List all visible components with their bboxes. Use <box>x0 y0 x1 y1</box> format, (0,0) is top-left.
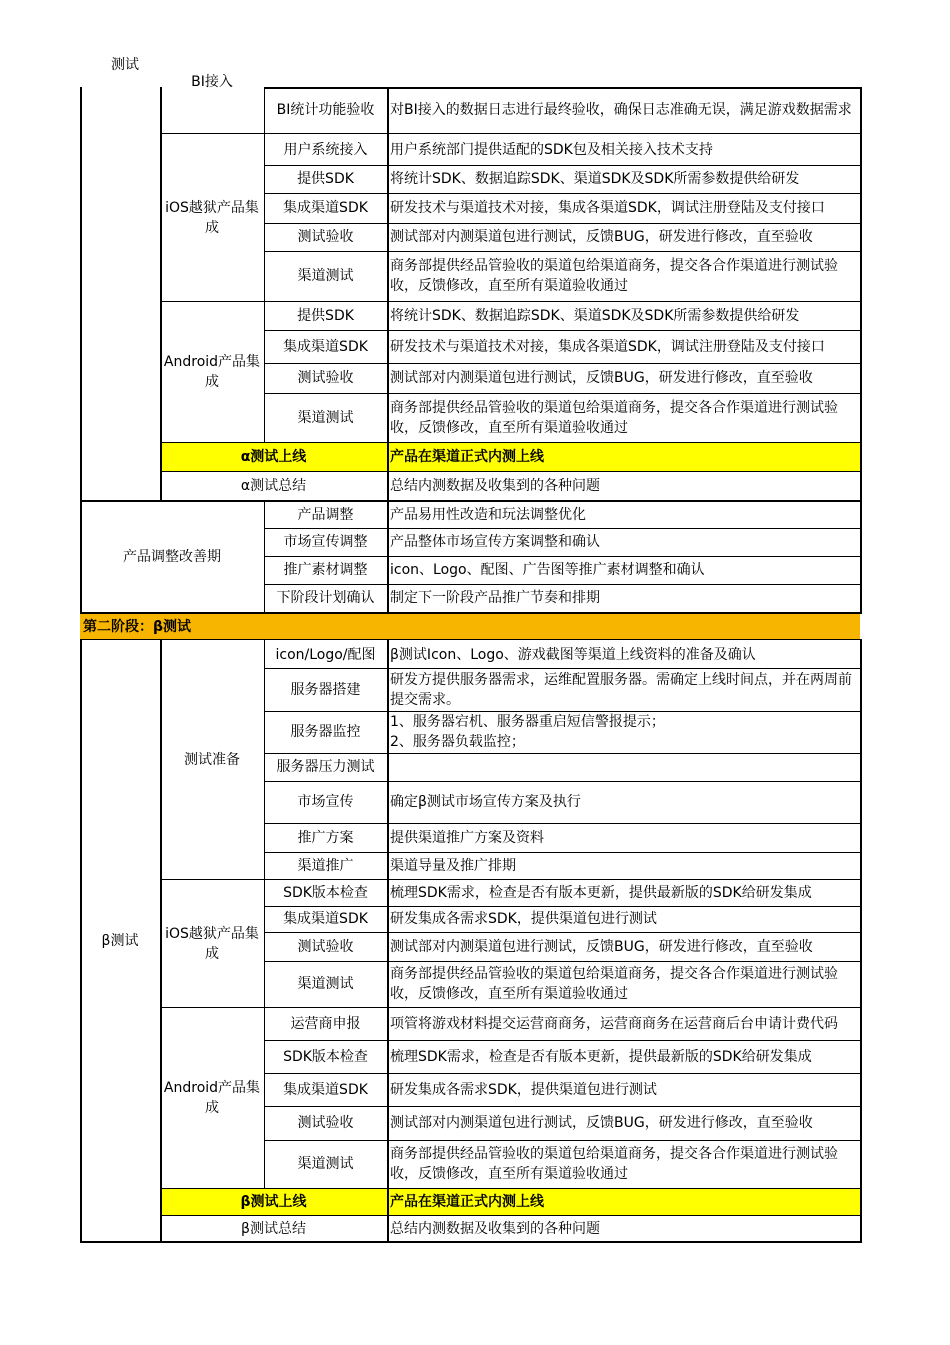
grid-line <box>160 471 860 472</box>
grid-line <box>860 87 862 501</box>
task-label: SDK版本检查 <box>283 1048 368 1065</box>
task-label: 服务器压力测试 <box>276 759 375 775</box>
grid-line <box>264 87 265 443</box>
task-desc: 研发技术与渠道技术对接，集成各渠道SDK，调试注册登陆及支付接口 <box>390 200 825 216</box>
task-label: 集成渠道SDK <box>283 911 368 927</box>
task-desc: 测试部对内测渠道包进行测试，反馈BUG，研发进行修改，直至验收 <box>390 938 813 955</box>
task-label: 提供SDK <box>297 308 354 324</box>
task-desc: 商务部提供经品管验收的渠道包给渠道商务，提交各合作渠道进行测试验收，反馈修改，直至所有渠道验收通过 <box>390 258 838 294</box>
task-label: 测试验收 <box>297 1115 354 1131</box>
grid-line <box>264 1140 860 1141</box>
task-desc: 测试部对内测渠道包进行测试，反馈BUG，研发进行修改，直至验收 <box>390 229 813 245</box>
grid-line <box>264 823 860 824</box>
grid-line <box>80 500 862 502</box>
task-desc: 商务部提供经品管验收的渠道包给渠道商务，提交各合作渠道进行测试验收，反馈修改，直至所有渠道验收通过 <box>390 1146 838 1182</box>
group-label-beta: β测试 <box>101 933 139 949</box>
task-label: 市场宣传 <box>297 794 354 810</box>
task-desc: 1、服务器宕机、服务器重启短信警报提示； 2、服务器负载监控； <box>390 714 665 750</box>
grid-line <box>264 1106 860 1107</box>
task-desc: 确定β测试市场宣传方案及执行 <box>390 794 581 810</box>
group-label-ios: iOS越狱产品集成 <box>165 925 259 962</box>
group-label-bi: BI接入 <box>191 74 233 90</box>
grid-line <box>264 584 860 585</box>
task-label: 下阶段计划确认 <box>276 590 375 606</box>
task-desc: 梳理SDK需求，检查是否有版本更新，提供最新版的SDK给研发集成 <box>390 885 812 901</box>
group-label-ios: iOS越狱产品集成 <box>165 199 259 236</box>
grid-line <box>80 1241 862 1243</box>
task-desc: 测试部对内测渠道包进行测试，反馈BUG，研发进行修改，直至验收 <box>390 1115 813 1131</box>
task-desc: 将统计SDK、数据追踪SDK、渠道SDK及SDK所需参数提供给研发 <box>390 308 800 324</box>
grid-line <box>160 1215 860 1216</box>
grid-line <box>860 640 862 1242</box>
task-label: 市场宣传调整 <box>283 534 368 550</box>
task-desc: 对BI接入的数据日志进行最终验收，确保日志准确无误，满足游戏数据需求 <box>390 102 852 118</box>
grid-line <box>264 87 860 89</box>
grid-line <box>80 87 82 501</box>
grid-line <box>80 640 82 1242</box>
grid-line <box>264 1073 860 1074</box>
grid-line <box>264 906 860 907</box>
grid-line <box>80 639 862 640</box>
task-desc: 项管将游戏材料提交运营商商务，运营商商务在运营商后台申请计费代码 <box>390 1016 838 1032</box>
grid-line <box>160 442 860 443</box>
task-label: 用户系统接入 <box>283 141 368 158</box>
grid-line <box>80 500 82 613</box>
task-desc: 研发集成各需求SDK，提供渠道包进行测试 <box>390 1081 657 1098</box>
task-label: 渠道推广 <box>297 857 354 874</box>
grid-line <box>264 711 860 712</box>
task-desc <box>387 753 860 781</box>
grid-line <box>387 640 389 1242</box>
task-label: 服务器搭建 <box>290 681 361 698</box>
task-label: 集成渠道SDK <box>283 200 368 216</box>
summary-desc: 总结内测数据及收集到的各种问题 <box>390 478 600 494</box>
task-label: 服务器监控 <box>290 724 361 740</box>
launch-label: β测试上线 <box>160 1189 387 1215</box>
grid-line <box>160 640 162 1242</box>
task-label: 测试验收 <box>297 938 354 955</box>
group-label-test: 测试 <box>111 57 139 73</box>
grid-line <box>264 852 860 853</box>
task-label: 提供SDK <box>297 171 354 187</box>
task-desc: 研发方提供服务器需求，运维配置服务器。需确定上线时间点，并在两周前提交需求。 <box>390 671 852 708</box>
grid-line <box>264 363 860 364</box>
task-desc: 商务部提供经品管验收的渠道包给渠道商务，提交各合作渠道进行测试验收，反馈修改，直至所有渠道验收通过 <box>390 399 838 436</box>
task-desc: icon、Logo、配图、广告图等推广素材调整和确认 <box>390 562 705 578</box>
grid-line <box>860 500 862 613</box>
summary-label: α测试总结 <box>240 478 307 494</box>
grid-line <box>160 301 860 302</box>
grid-line <box>264 528 860 529</box>
summary-label: β测试总结 <box>241 1220 306 1237</box>
grid-line <box>160 87 162 501</box>
summary-desc: 总结内测数据及收集到的各种问题 <box>390 1220 600 1237</box>
task-label: 测试验收 <box>297 370 354 386</box>
task-desc: 制定下一阶段产品推广节奏和排期 <box>390 590 600 606</box>
launch-desc: 产品在渠道正式内测上线 <box>387 1189 860 1215</box>
task-desc: 测试部对内测渠道包进行测试，反馈BUG，研发进行修改，直至验收 <box>390 370 813 386</box>
task-desc: 商务部提供经品管验收的渠道包给渠道商务，提交各合作渠道进行测试验收，反馈修改，直至所有渠道验收通过 <box>390 966 838 1002</box>
task-label: 渠道测试 <box>297 1156 354 1172</box>
grid-line <box>387 87 389 501</box>
task-desc: 研发集成各需求SDK，提供渠道包进行测试 <box>390 911 657 927</box>
task-label: SDK版本检查 <box>283 885 368 901</box>
task-label: 推广方案 <box>297 829 354 846</box>
grid-line <box>264 393 860 394</box>
task-label: 集成渠道SDK <box>283 338 368 355</box>
task-label: 渠道测试 <box>297 976 354 992</box>
task-label: 产品调整 <box>297 506 354 523</box>
task-desc: β测试Icon、Logo、游戏截图等渠道上线资料的准备及确认 <box>390 646 756 663</box>
grid-line <box>264 251 860 252</box>
task-label: BI统计功能验收 <box>276 102 375 118</box>
grid-line <box>264 932 860 933</box>
grid-line <box>264 668 860 669</box>
grid-line <box>264 193 860 194</box>
task-desc: 提供渠道推广方案及资料 <box>390 829 544 846</box>
task-desc: 用户系统部门提供适配的SDK包及相关接入技术支持 <box>390 141 713 158</box>
task-desc: 渠道导量及推广排期 <box>390 857 516 874</box>
task-desc: 将统计SDK、数据追踪SDK、渠道SDK及SDK所需参数提供给研发 <box>390 171 800 187</box>
task-desc: 产品易用性改造和玩法调整优化 <box>390 506 586 523</box>
group-label-prep: 测试准备 <box>184 752 240 768</box>
task-label: 推广素材调整 <box>283 562 368 578</box>
grid-line <box>264 961 860 962</box>
grid-line <box>264 556 860 557</box>
task-desc: 产品整体市场宣传方案调整和确认 <box>390 534 600 550</box>
grid-line <box>264 165 860 166</box>
grid-line <box>264 1040 860 1041</box>
group-label-adjust: 产品调整改善期 <box>123 548 221 565</box>
grid-line <box>160 1188 860 1189</box>
task-desc: 梳理SDK需求，检查是否有版本更新，提供最新版的SDK给研发集成 <box>390 1048 812 1065</box>
task-label: 渠道测试 <box>297 268 354 284</box>
task-label: icon/Logo/配图 <box>275 646 376 663</box>
task-label: 运营商申报 <box>290 1016 361 1032</box>
group-label-android: Android产品集成 <box>163 1080 261 1116</box>
grid-line <box>160 133 860 134</box>
launch-label: α测试上线 <box>160 443 387 471</box>
task-label: 测试验收 <box>297 229 354 245</box>
grid-line <box>160 1007 860 1008</box>
grid-line <box>264 223 860 224</box>
grid-line <box>264 781 860 782</box>
grid-line <box>80 612 862 614</box>
group-label-android: Android产品集成 <box>163 354 261 390</box>
task-label: 渠道测试 <box>297 409 354 426</box>
task-label: 集成渠道SDK <box>283 1081 368 1098</box>
grid-line <box>264 753 860 754</box>
phase-title: 第二阶段：β测试 <box>80 613 860 640</box>
grid-line <box>264 330 860 331</box>
launch-desc: 产品在渠道正式内测上线 <box>387 443 860 471</box>
grid-line <box>160 879 860 880</box>
task-desc: 研发技术与渠道技术对接，集成各渠道SDK，调试注册登陆及支付接口 <box>390 338 825 355</box>
